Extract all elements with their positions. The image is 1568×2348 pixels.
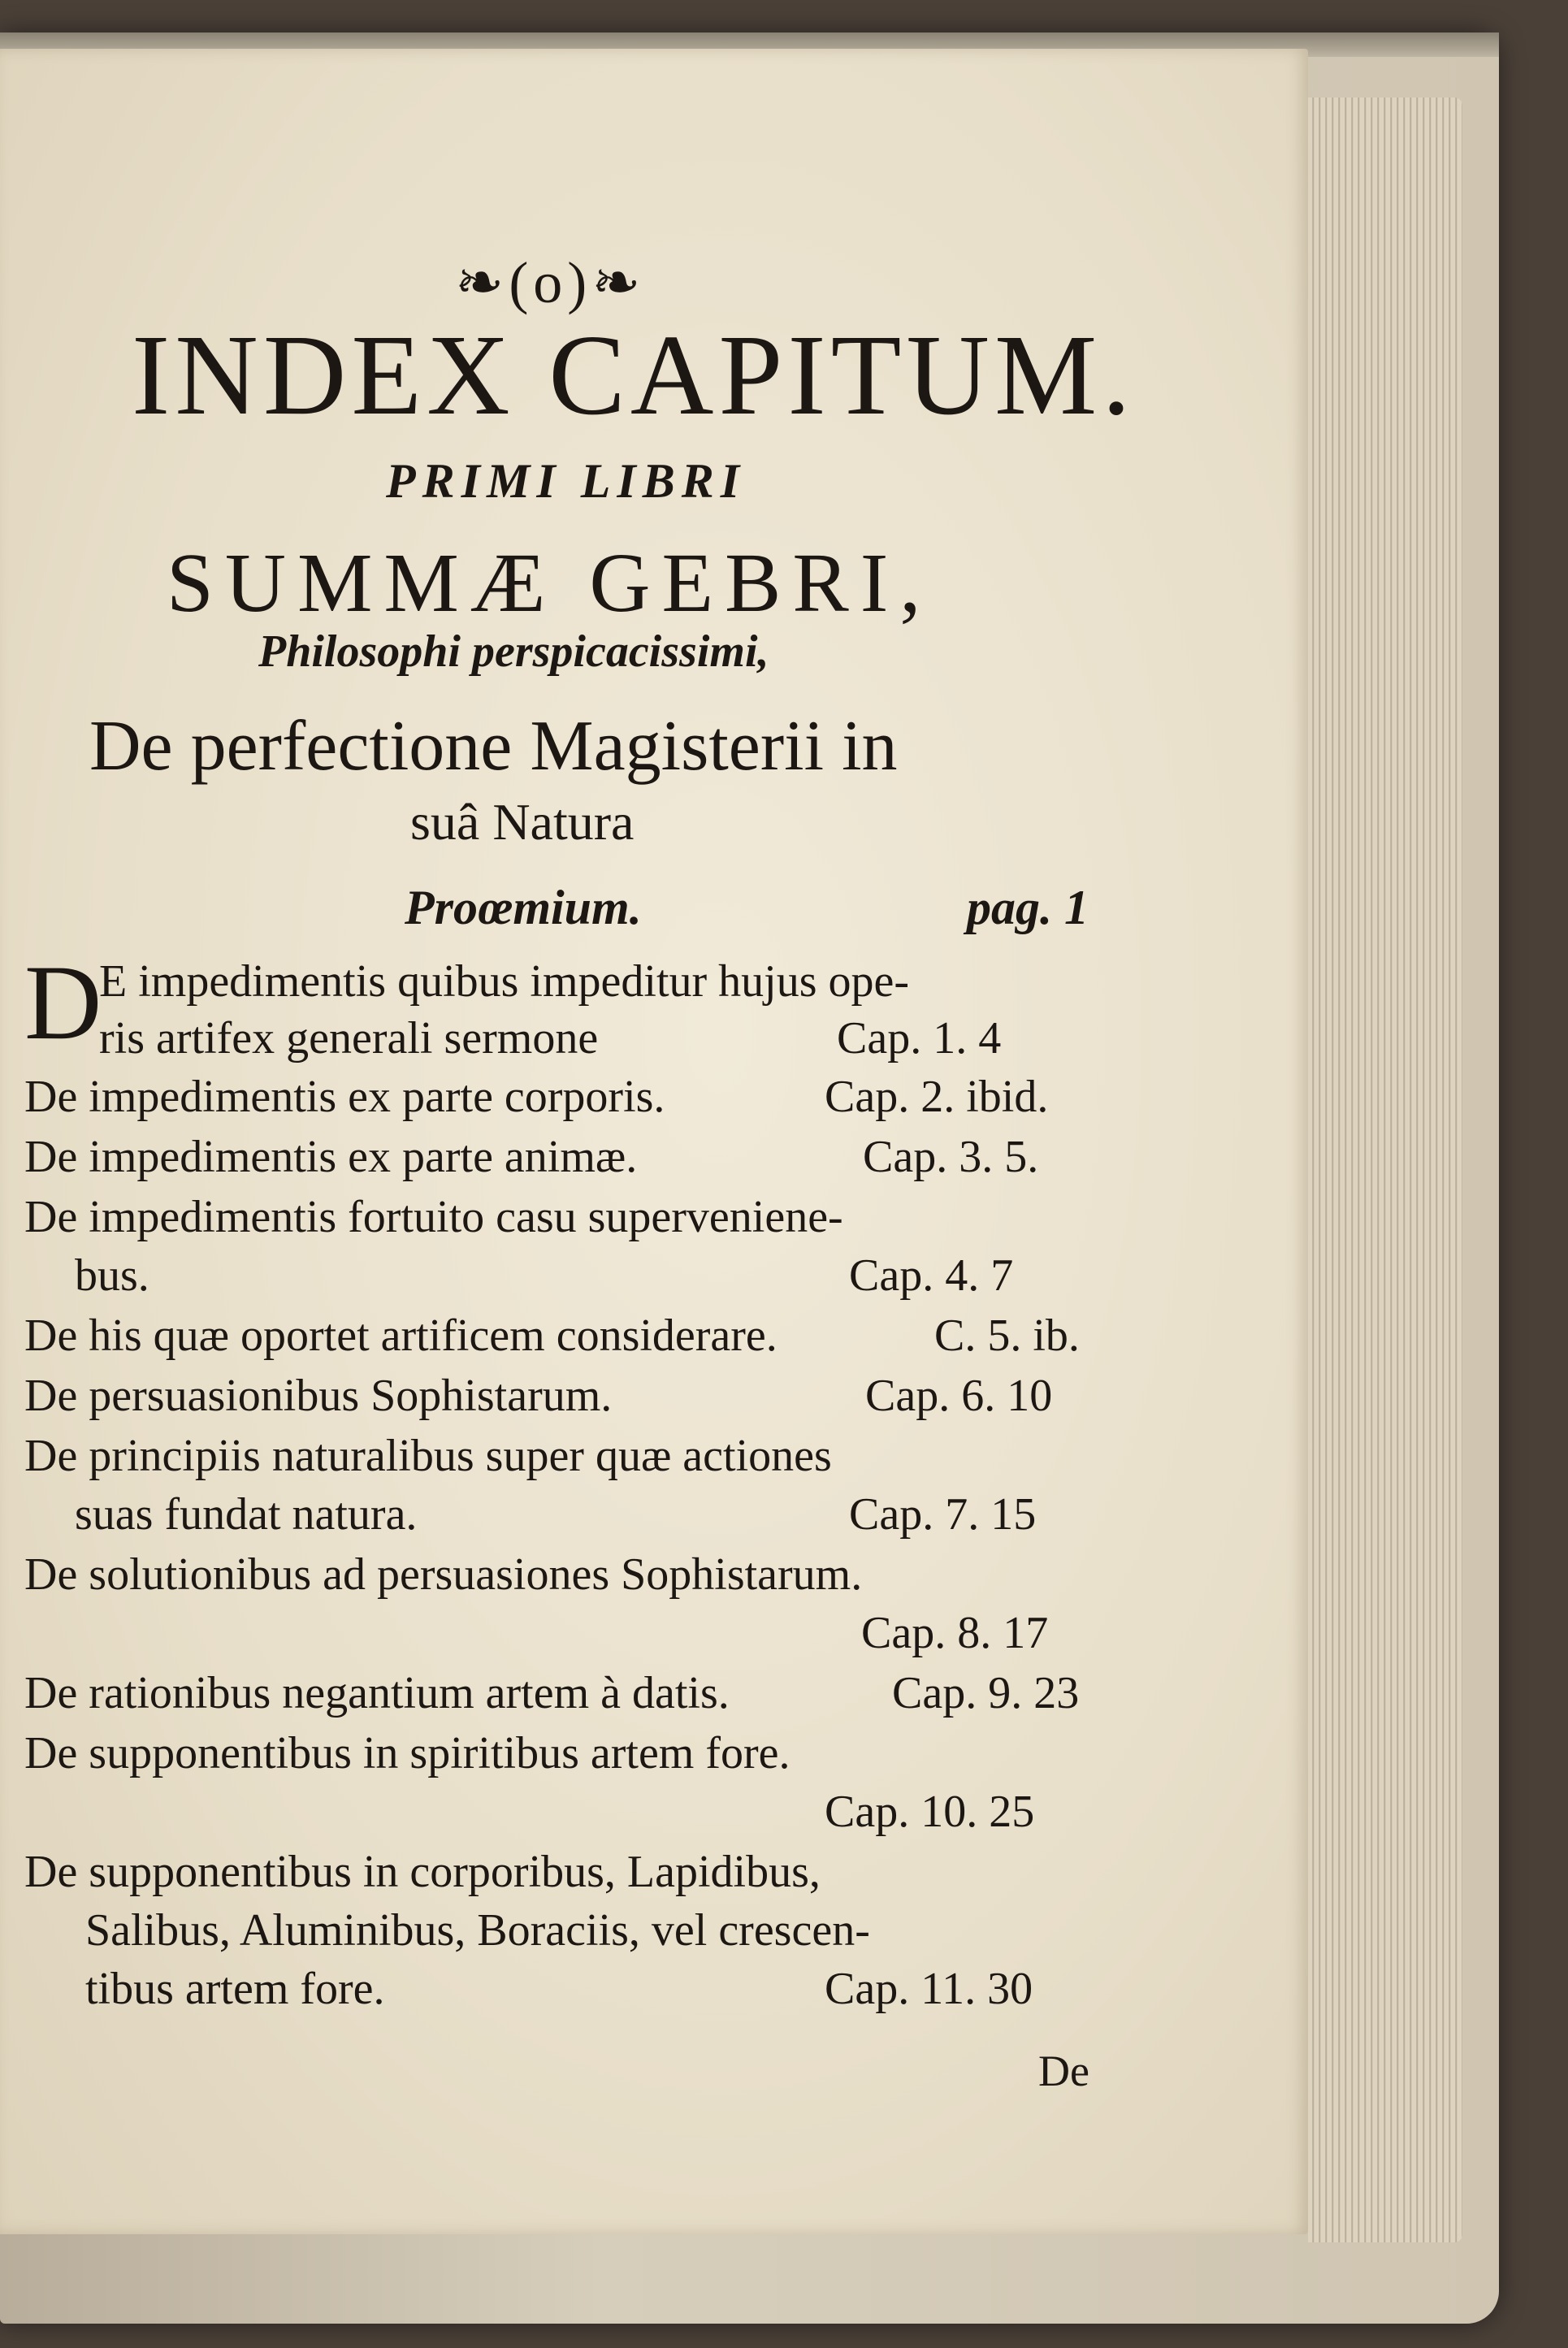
entry-1-line-2: ris artifex generali sermone [99,1013,599,1064]
entry-6-ref: Cap. 6. 10 [865,1371,1053,1421]
entry-1-ref: Cap. 1. 4 [837,1013,1002,1064]
page-title: INDEX CAPITUM. [132,310,1136,439]
entry-1-line-1: E impedimentis quibus impeditur hujus ope- [99,956,910,1007]
entry-4-line-2: bus. [75,1250,149,1301]
entry-8-line-1: De solutionibus ad persuasiones Sophistarum. [24,1549,863,1600]
subtitle-de-perfectione: De perfectione Magisterii in [89,707,898,786]
entry-6-line-1: De persuasionibus Sophistarum. [24,1371,613,1421]
entry-10-line-1: De supponentibus in spiritibus artem fore. [24,1728,790,1778]
entry-11-line-2: Salibus, Aluminibus, Boraciis, vel crescen- [85,1905,870,1956]
entry-2-ref: Cap. 2. ibid. [825,1072,1049,1122]
proem-page: pag. 1 [967,881,1089,934]
book-page [0,49,1308,2234]
entry-7-line-1: De principiis naturalibus super quæ actiones [24,1431,832,1481]
entry-11-line-3: tibus artem fore. [85,1964,385,2014]
drop-cap: D [24,942,102,1062]
entry-3-line-1: De impedimentis ex parte animæ. [24,1132,638,1182]
entry-7-line-2: suas fundat natura. [75,1489,418,1540]
entry-9-line-1: De rationibus negantium artem à datis. [24,1668,730,1718]
entry-4-line-1: De impedimentis fortuito casu superveniene- [24,1192,843,1242]
catchword: De [1038,2047,1089,2095]
proem-label: Proœmium. [405,881,642,934]
entry-4-ref: Cap. 4. 7 [849,1250,1014,1301]
entry-11-ref: Cap. 11. 30 [825,1964,1033,2014]
entry-5-line-1: De his quæ oportet artificem considerare. [24,1310,778,1361]
entry-7-ref: Cap. 7. 15 [849,1489,1037,1540]
entry-3-ref: Cap. 3. 5. [863,1132,1039,1182]
subtitle-sua-natura: suâ Natura [410,793,635,851]
subtitle-philosophi: Philosophi perspicacissimi, [258,626,769,677]
page-edges [1308,97,1462,2242]
entry-11-line-1: De supponentibus in corporibus, Lapidibus, [24,1847,821,1897]
entry-10-ref: Cap. 10. 25 [825,1787,1035,1837]
entry-8-ref: Cap. 8. 17 [861,1608,1049,1658]
subtitle-summae-gebri: SUMMÆ GEBRI, [167,536,933,630]
entry-2-line-1: De impedimentis ex parte corporis. [24,1072,665,1122]
subtitle-primi-libri: PRIMI LIBRI [386,454,747,508]
entry-5-ref: C. 5. ib. [934,1310,1080,1361]
entry-9-ref: Cap. 9. 23 [892,1668,1080,1718]
ornament: ❧(o)❧ [455,250,646,315]
